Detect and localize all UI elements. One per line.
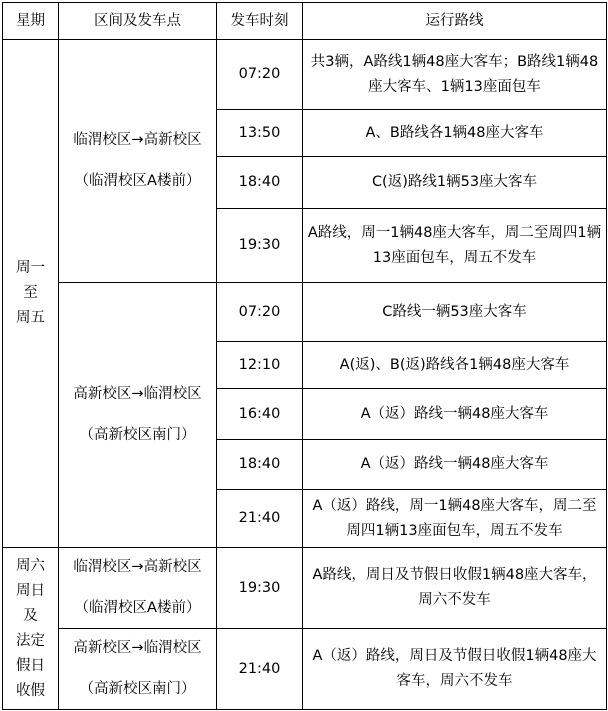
time-cell: 19:30: [217, 548, 303, 629]
route-cell: A路线，周一1辆48座大客车，周二至周四1辆13座面包车，周五不发车: [303, 209, 607, 283]
table-row: [3, 629, 607, 710]
time-cell: 18:40: [217, 157, 303, 209]
table-row: [3, 548, 607, 629]
header-row: [3, 3, 607, 40]
time-cell: 12:10: [217, 342, 303, 389]
departure-point: （高新校区南门）: [79, 681, 196, 697]
route-cell: A（返）路线，周日及节假日收假1辆48座大客车，周六不发车: [303, 629, 607, 710]
bus-schedule-table: [2, 2, 607, 710]
header-time: 发车时刻: [217, 3, 303, 40]
table-row: [3, 40, 607, 110]
time-cell: 07:20: [217, 283, 303, 342]
route-cell: A、B路线各1辆48座大客车: [303, 110, 607, 157]
header-segment: 区间及发车点: [59, 3, 217, 40]
table-row: [3, 283, 607, 342]
header-route: 运行路线: [303, 3, 607, 40]
time-cell: 18:40: [217, 440, 303, 490]
time-cell: 21:40: [217, 629, 303, 710]
segment-name: 高新校区→临渭校区: [73, 640, 202, 656]
time-cell: 16:40: [217, 389, 303, 440]
route-cell: 共3辆，A路线1辆48座大客车；B路线1辆48座大客车、1辆13座面包车: [303, 40, 607, 110]
segment-name: 临渭校区→高新校区: [73, 559, 202, 575]
day-line: 法定: [16, 632, 45, 649]
route-cell: A(返)、B(返)路线各1辆48座大客车: [303, 342, 607, 389]
header-day: 星期: [3, 3, 59, 40]
route-cell: A（返）路线，周一1辆48座大客车，周二至周四1辆13座面包车，周五不发车: [303, 490, 607, 548]
day-line: 及: [23, 607, 38, 624]
time-cell: 07:20: [217, 40, 303, 110]
time-cell: 13:50: [217, 110, 303, 157]
route-cell: A路线，周日及节假日收假1辆48座大客车，周六不发车: [303, 548, 607, 629]
day-line: 周一: [16, 260, 45, 276]
segment-cell: [59, 629, 217, 710]
day-line: 周五: [16, 310, 45, 326]
segment-cell: [59, 40, 217, 283]
route-cell: A（返）路线一辆48座大客车: [303, 389, 607, 440]
day-line: 周日: [16, 582, 45, 599]
day-line: 收假: [16, 682, 45, 699]
weekday-cell: [3, 40, 59, 548]
route-cell: A（返）路线一辆48座大客车: [303, 440, 607, 490]
route-cell: C(返)路线1辆53座大客车: [303, 157, 607, 209]
weekend-cell: [3, 548, 59, 710]
departure-point: （临渭校区A楼前）: [74, 173, 201, 189]
segment-cell: [59, 548, 217, 629]
departure-point: （高新校区南门）: [79, 427, 196, 443]
day-line: 假日: [16, 657, 45, 674]
segment-name: 高新校区→临渭校区: [73, 386, 202, 402]
day-line: 周六: [16, 557, 45, 574]
route-cell: C路线一辆53座大客车: [303, 283, 607, 342]
time-cell: 19:30: [217, 209, 303, 283]
segment-name: 临渭校区→高新校区: [73, 132, 202, 148]
day-line: 至: [23, 285, 38, 301]
time-cell: 21:40: [217, 490, 303, 548]
departure-point: （临渭校区A楼前）: [74, 600, 201, 616]
segment-cell: [59, 283, 217, 548]
